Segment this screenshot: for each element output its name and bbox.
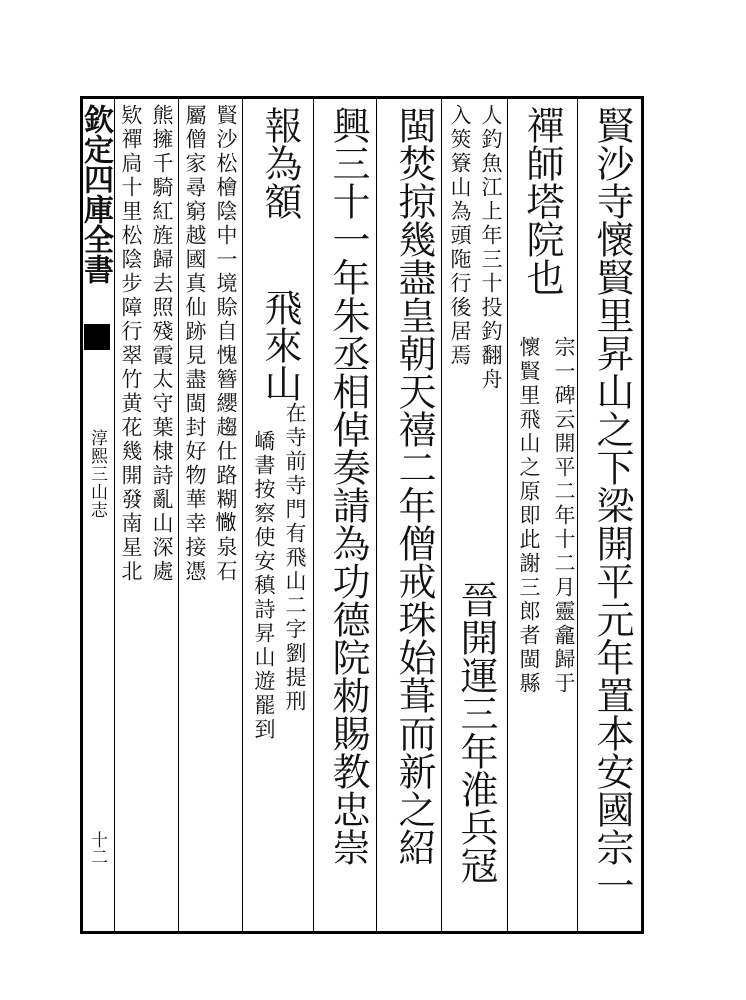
text-column-1: 賢沙寺懷賢里昇山之下梁開平元年置本安國宗一 [590, 106, 634, 904]
annotation-left: 欵禪扃十里松陰步障行翠竹黄花幾開發南星北 [119, 104, 143, 584]
annotation-left: 入筴簝山為頭陁行後居焉 [448, 104, 472, 368]
book-subtitle: 淳熙三山志 [87, 429, 107, 519]
annotation-right: 熊擁千騎紅旌歸去照殘霞太守葉棣詩亂山深處 [150, 104, 174, 584]
annotation-left: 嶠書按察使安稹詩昇山遊罷到 [252, 430, 276, 742]
annotation-left: 屬僧家尋窮越國真仙跡見盡閩封好物華幸接憑 [183, 104, 207, 584]
text-column-6-part1: 報為額 [258, 106, 302, 220]
main-text: 禪師塔院也 [520, 106, 564, 296]
book-title: 欽定四庫全書 [78, 104, 113, 284]
annotation-right: 人釣魚江上年三十投釣翻舟 [479, 104, 503, 392]
text-column-2 [515, 106, 570, 296]
fishtail-mark-icon [84, 324, 110, 350]
page-number: 十二 [87, 831, 107, 865]
column-rule [313, 96, 314, 934]
annotation-left: 懷賢里飛山之原即此謝三郎者閩縣 [517, 336, 541, 696]
column-rule [441, 96, 442, 934]
text-column-3: 晉開運三年淮兵冦 [454, 580, 498, 884]
margin-strip [80, 96, 114, 934]
column-rule [507, 96, 508, 934]
text-column-5: 興三十一年朱丞相倬奏請為功德院勑賜教忠崇 [326, 106, 370, 866]
column-rule [114, 96, 115, 934]
text-column-6-part2: 飛來山 [258, 288, 302, 402]
text-column-4: 閩焚掠幾盡皇朝天禧二年僧戒珠始葺而新之紹 [392, 106, 436, 866]
annotation-right: 賢沙松檜陰中一境賒自愧簪纓趨仕路糊𢠵泉石 [214, 104, 238, 584]
column-rule [376, 96, 377, 934]
annotation-right: 在寺前寺門有飛山二字劉提刑 [283, 402, 307, 714]
column-rule [178, 96, 179, 934]
annotation-right: 宗一碑云開平二年十二月靈龕歸于 [552, 336, 576, 696]
column-rule [242, 96, 243, 934]
